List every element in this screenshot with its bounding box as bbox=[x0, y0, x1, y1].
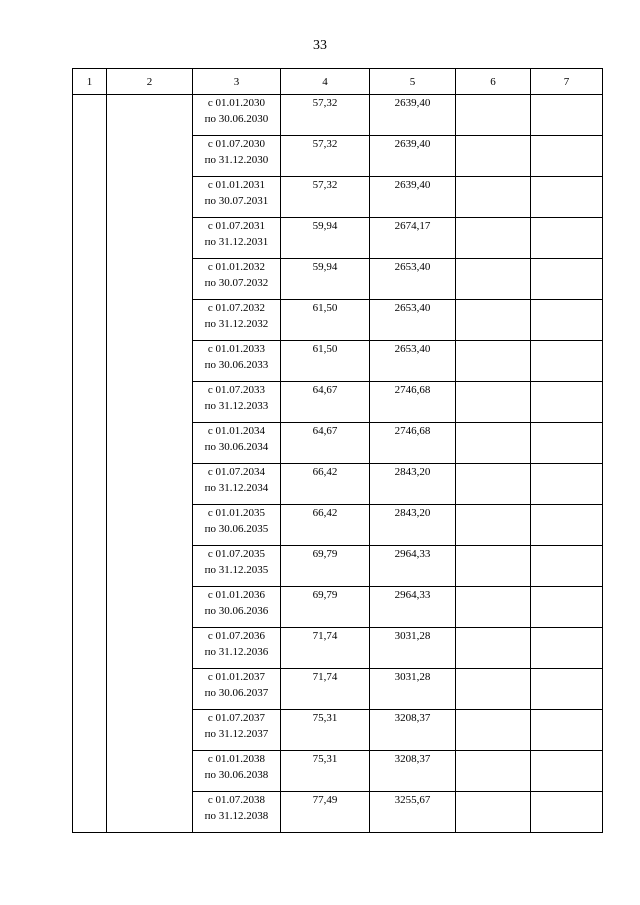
column-header: 1 bbox=[73, 69, 107, 95]
column-6-empty-cell bbox=[456, 587, 531, 628]
period-start: с 01.07.2034 bbox=[207, 466, 266, 478]
column-7-empty-cell bbox=[531, 464, 603, 505]
period-end: по 31.12.2030 bbox=[204, 154, 269, 166]
column-5-value: 2674,17 bbox=[370, 218, 456, 259]
column-6-empty-cell bbox=[456, 382, 531, 423]
column-7-empty-cell bbox=[531, 587, 603, 628]
period-start: с 01.01.2032 bbox=[207, 261, 266, 273]
period-end: по 30.06.2035 bbox=[204, 523, 269, 535]
column-5-value: 2746,68 bbox=[370, 423, 456, 464]
column-5-value: 2843,20 bbox=[370, 505, 456, 546]
column-5-value: 3255,67 bbox=[370, 792, 456, 833]
column-6-empty-cell bbox=[456, 341, 531, 382]
column-5-value: 3031,28 bbox=[370, 628, 456, 669]
period-start: с 01.07.2037 bbox=[207, 712, 266, 724]
period-cell bbox=[193, 464, 281, 505]
column-6-empty-cell bbox=[456, 710, 531, 751]
period-cell bbox=[193, 710, 281, 751]
period-start: с 01.07.2038 bbox=[207, 794, 266, 806]
period-end: по 30.06.2030 bbox=[204, 113, 269, 125]
column-header: 2 bbox=[107, 69, 193, 95]
column-4-value: 57,32 bbox=[281, 95, 370, 136]
period-start: с 01.07.2031 bbox=[207, 220, 266, 232]
column-6-empty-cell bbox=[456, 177, 531, 218]
period-end: по 30.07.2032 bbox=[204, 277, 269, 289]
column-5-value: 3031,28 bbox=[370, 669, 456, 710]
column-header: 6 bbox=[456, 69, 531, 95]
period-cell bbox=[193, 177, 281, 218]
column-7-empty-cell bbox=[531, 792, 603, 833]
column-7-empty-cell bbox=[531, 546, 603, 587]
column-6-empty-cell bbox=[456, 751, 531, 792]
period-cell bbox=[193, 628, 281, 669]
column-5-value: 2653,40 bbox=[370, 259, 456, 300]
period-end: по 31.12.2034 bbox=[204, 482, 269, 494]
period-cell bbox=[193, 95, 281, 136]
column-6-empty-cell bbox=[456, 505, 531, 546]
column-6-empty-cell bbox=[456, 423, 531, 464]
period-end: по 31.12.2032 bbox=[204, 318, 269, 330]
period-cell bbox=[193, 382, 281, 423]
period-start: с 01.07.2036 bbox=[207, 630, 266, 642]
column-6-empty-cell bbox=[456, 792, 531, 833]
column-4-value: 64,67 bbox=[281, 382, 370, 423]
column-6-empty-cell bbox=[456, 669, 531, 710]
period-start: с 01.07.2035 bbox=[207, 548, 266, 560]
column-5-value: 2746,68 bbox=[370, 382, 456, 423]
period-end: по 30.06.2034 bbox=[204, 441, 269, 453]
column-6-empty-cell bbox=[456, 218, 531, 259]
column-4-value: 57,32 bbox=[281, 136, 370, 177]
column-4-value: 59,94 bbox=[281, 218, 370, 259]
column-7-empty-cell bbox=[531, 177, 603, 218]
column-7-empty-cell bbox=[531, 382, 603, 423]
period-start: с 01.07.2032 bbox=[207, 302, 266, 314]
column-4-value: 64,67 bbox=[281, 423, 370, 464]
column-6-empty-cell bbox=[456, 300, 531, 341]
column-7-empty-cell bbox=[531, 423, 603, 464]
period-cell bbox=[193, 218, 281, 259]
column-4-value: 75,31 bbox=[281, 710, 370, 751]
column-4-value: 75,31 bbox=[281, 751, 370, 792]
column-5-value: 3208,37 bbox=[370, 710, 456, 751]
column-2-merged-cell bbox=[107, 95, 193, 833]
column-5-value: 2964,33 bbox=[370, 546, 456, 587]
column-6-empty-cell bbox=[456, 464, 531, 505]
column-4-value: 57,32 bbox=[281, 177, 370, 218]
period-start: с 01.07.2033 bbox=[207, 384, 266, 396]
column-1-merged-cell bbox=[73, 95, 107, 833]
column-6-empty-cell bbox=[456, 546, 531, 587]
column-4-value: 71,74 bbox=[281, 669, 370, 710]
period-start: с 01.01.2033 bbox=[207, 343, 266, 355]
column-4-value: 69,79 bbox=[281, 587, 370, 628]
column-4-value: 66,42 bbox=[281, 464, 370, 505]
column-5-value: 2653,40 bbox=[370, 300, 456, 341]
column-7-empty-cell bbox=[531, 751, 603, 792]
period-cell bbox=[193, 259, 281, 300]
tariff-table bbox=[72, 68, 603, 833]
column-5-value: 3208,37 bbox=[370, 751, 456, 792]
period-start: с 01.01.2036 bbox=[207, 589, 266, 601]
table-body bbox=[73, 95, 603, 833]
period-start: с 01.01.2030 bbox=[207, 97, 266, 109]
period-cell bbox=[193, 300, 281, 341]
period-end: по 31.12.2035 bbox=[204, 564, 269, 576]
column-4-value: 61,50 bbox=[281, 341, 370, 382]
period-start: с 01.01.2038 bbox=[207, 753, 266, 765]
period-cell bbox=[193, 792, 281, 833]
period-end: по 31.12.2037 bbox=[204, 728, 269, 740]
column-7-empty-cell bbox=[531, 218, 603, 259]
column-header: 3 bbox=[193, 69, 281, 95]
column-7-empty-cell bbox=[531, 300, 603, 341]
column-6-empty-cell bbox=[456, 95, 531, 136]
column-7-empty-cell bbox=[531, 341, 603, 382]
column-4-value: 59,94 bbox=[281, 259, 370, 300]
column-7-empty-cell bbox=[531, 259, 603, 300]
period-cell bbox=[193, 341, 281, 382]
column-7-empty-cell bbox=[531, 95, 603, 136]
period-end: по 30.07.2031 bbox=[204, 195, 269, 207]
period-end: по 30.06.2038 bbox=[204, 769, 269, 781]
period-end: по 30.06.2033 bbox=[204, 359, 269, 371]
column-4-value: 61,50 bbox=[281, 300, 370, 341]
column-5-value: 2639,40 bbox=[370, 136, 456, 177]
column-7-empty-cell bbox=[531, 710, 603, 751]
column-5-value: 2639,40 bbox=[370, 177, 456, 218]
table-row bbox=[73, 95, 603, 136]
header-row bbox=[73, 69, 603, 95]
column-4-value: 66,42 bbox=[281, 505, 370, 546]
period-end: по 30.06.2037 bbox=[204, 687, 269, 699]
period-cell bbox=[193, 136, 281, 177]
column-header: 4 bbox=[281, 69, 370, 95]
period-cell bbox=[193, 505, 281, 546]
period-start: с 01.07.2030 bbox=[207, 138, 266, 150]
period-cell bbox=[193, 669, 281, 710]
period-start: с 01.01.2037 bbox=[207, 671, 266, 683]
column-6-empty-cell bbox=[456, 136, 531, 177]
column-6-empty-cell bbox=[456, 259, 531, 300]
column-5-value: 2653,40 bbox=[370, 341, 456, 382]
column-7-empty-cell bbox=[531, 669, 603, 710]
column-5-value: 2639,40 bbox=[370, 95, 456, 136]
period-end: по 31.12.2038 bbox=[204, 810, 269, 822]
period-cell bbox=[193, 423, 281, 464]
period-cell bbox=[193, 587, 281, 628]
period-end: по 31.12.2031 bbox=[204, 236, 269, 248]
column-4-value: 71,74 bbox=[281, 628, 370, 669]
period-start: с 01.01.2035 bbox=[207, 507, 266, 519]
column-7-empty-cell bbox=[531, 136, 603, 177]
period-end: по 31.12.2036 bbox=[204, 646, 269, 658]
column-6-empty-cell bbox=[456, 628, 531, 669]
column-4-value: 69,79 bbox=[281, 546, 370, 587]
column-header: 5 bbox=[370, 69, 456, 95]
column-5-value: 2843,20 bbox=[370, 464, 456, 505]
column-header: 7 bbox=[531, 69, 603, 95]
period-start: с 01.01.2034 bbox=[207, 425, 266, 437]
column-5-value: 2964,33 bbox=[370, 587, 456, 628]
column-7-empty-cell bbox=[531, 505, 603, 546]
period-end: по 31.12.2033 bbox=[204, 400, 269, 412]
period-cell bbox=[193, 546, 281, 587]
period-cell bbox=[193, 751, 281, 792]
column-4-value: 77,49 bbox=[281, 792, 370, 833]
period-end: по 30.06.2036 bbox=[204, 605, 269, 617]
period-start: с 01.01.2031 bbox=[207, 179, 266, 191]
page-number: 33 bbox=[313, 38, 327, 53]
column-7-empty-cell bbox=[531, 628, 603, 669]
